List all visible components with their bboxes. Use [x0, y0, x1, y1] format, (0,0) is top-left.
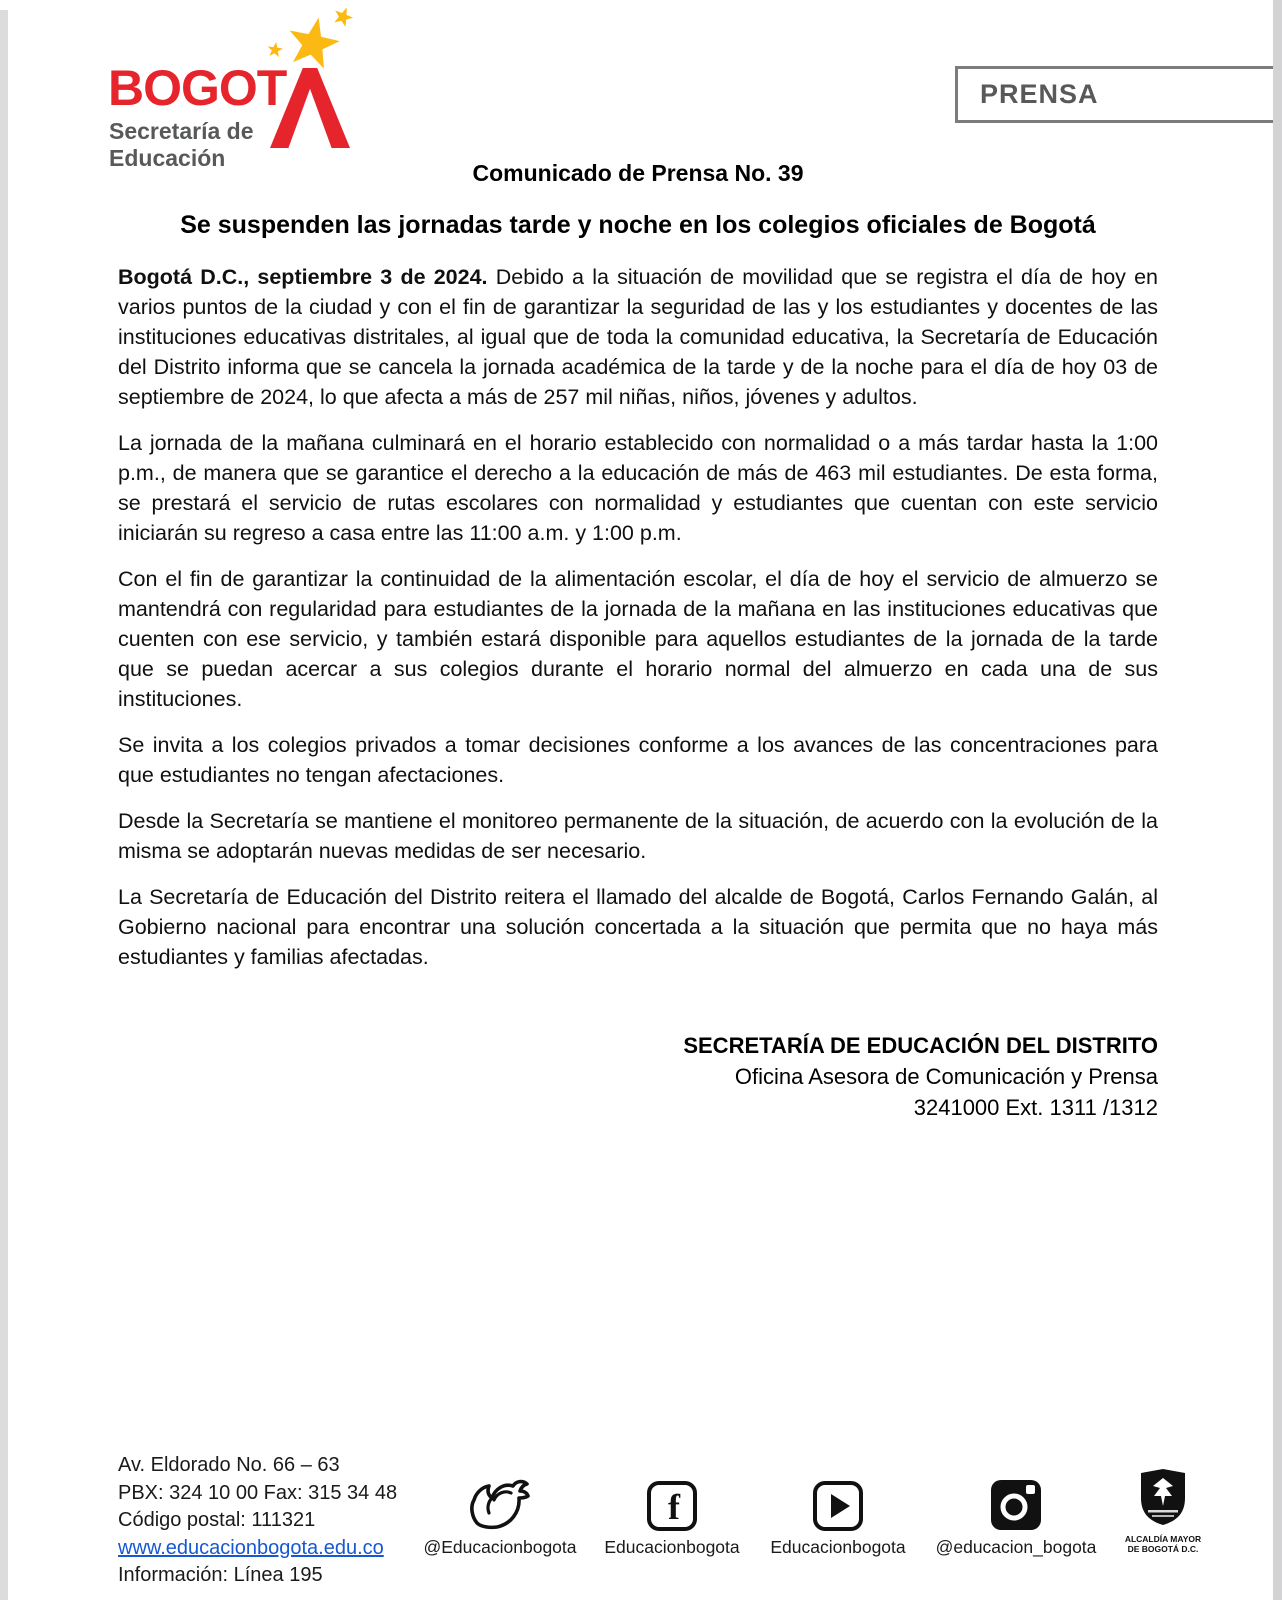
twitter-handle: @Educacionbogota	[423, 1537, 577, 1557]
logo-wordmark: BOGOT	[108, 60, 287, 116]
body-paragraph: La Secretaría de Educación del Distrito reitera el llamado del alcalde de Bogotá, Carlos Fernando Galán, al Gobierno nacional para encontrar una solución concertada a la situación que permita que no haya más estudiantes y familias afectadas.	[118, 885, 1158, 969]
info-line: Información: Línea 195	[118, 1564, 323, 1586]
svg-text:f: f	[668, 1487, 680, 1527]
body-paragraph: Bogotá D.C., septiembre 3 de 2024. Debido a la situación de movilidad que se registra el día de hoy en varios puntos de la ciudad y con el fin de garantizar la seguridad de las y los estudiantes y docentes de las instituciones educativas distritales, al igual que de toda la comunidad educativa, la Secretaría de Educación del Distrito informa que se cancela la jornada académica de la tarde y de la noche para el día de hoy 03 de septiembre de 2024, lo que afecta a más de 257 mil niñas, niños, jóvenes y adultos.	[118, 265, 1159, 409]
address-line: Código postal: 111321	[118, 1509, 316, 1531]
prensa-label: PRENSA	[980, 79, 1099, 109]
bogota-logo	[106, 6, 376, 171]
footer-address-block	[118, 1452, 397, 1590]
body-paragraph: Desde la Secretaría se mantiene el monitoreo permanente de la situación, de acuerdo con la evolución de la misma se adoptarán nuevas medidas de ser necesario.	[118, 809, 1158, 863]
signature-phone: 3241000 Ext. 1311 /1312	[913, 1095, 1158, 1120]
body-paragraph: Con el fin de garantizar la continuidad de la alimentación escolar, el día de hoy el servicio de almuerzo se mantendrá con regularidad para estudiantes de la jornada de la mañana en las instituciones educativas que cuenten con ese servicio, y también estará disponible para aquellos estudiantes de la jornada de la tarde que se puedan acercar a sus colegios durante el horario normal del almuerzo en cada una de sus instituciones.	[118, 567, 1158, 711]
scan-edge-left	[0, 10, 8, 1600]
alcaldia-shield-icon	[1140, 1468, 1186, 1526]
logo-subtitle: Secretaría de Educación	[109, 118, 254, 171]
instagram-handle: @educacion_bogota	[935, 1537, 1097, 1557]
signature-office: Oficina Asesora de Comunicación y Prensa	[734, 1064, 1158, 1089]
address-lines	[118, 1452, 397, 1535]
address-line: PBX: 324 10 00 Fax: 315 34 48	[118, 1481, 398, 1504]
body-paragraph: Se invita a los colegios privados a tomar decisiones conforme a los avances de las concentraciones para que estudiantes no tengan afectaciones.	[118, 733, 1158, 787]
body-paragraph: La jornada de la mañana culminará en el horario establecido con normalidad o a más tardar hasta la 1:00 p.m., de manera que se garantice el derecho a la educación de más de 463 mil estudiantes. De esta forma, se prestará el servicio de rutas escolares con normalidad y estudiantes que cuentan con este servicio iniciarán su regreso a casa entre las 11:00 a.m. y 1:00 p.m.	[118, 431, 1158, 545]
signature-block	[683, 1030, 1158, 1123]
youtube-handle: Educacionbogota	[770, 1537, 906, 1557]
address-line: Av. Eldorado No. 66 – 63	[118, 1454, 340, 1476]
body-paragraphs	[118, 262, 1158, 988]
alcaldia-seal	[1093, 1468, 1233, 1554]
document-title: Comunicado de Prensa No. 39	[472, 160, 804, 186]
website-link[interactable]: www.educacionbogota.edu.co	[118, 1536, 384, 1559]
facebook-handle: Educacionbogota	[604, 1537, 740, 1557]
seal-caption-line1: ALCALDÍA MAYOR	[1124, 1534, 1202, 1544]
document-headline: Se suspenden las jornadas tarde y noche en los colegios oficiales de Bogotá	[180, 211, 1096, 239]
signature-entity: SECRETARÍA DE EDUCACIÓN DEL DISTRITO	[683, 1033, 1158, 1058]
scan-edge-right	[1273, 0, 1282, 1600]
paragraph-lead: Bogotá D.C., septiembre 3 de 2024.	[118, 265, 496, 289]
seal-caption-line2: DE BOGOTÁ D.C.	[1127, 1544, 1199, 1554]
prensa-box	[955, 66, 1282, 123]
